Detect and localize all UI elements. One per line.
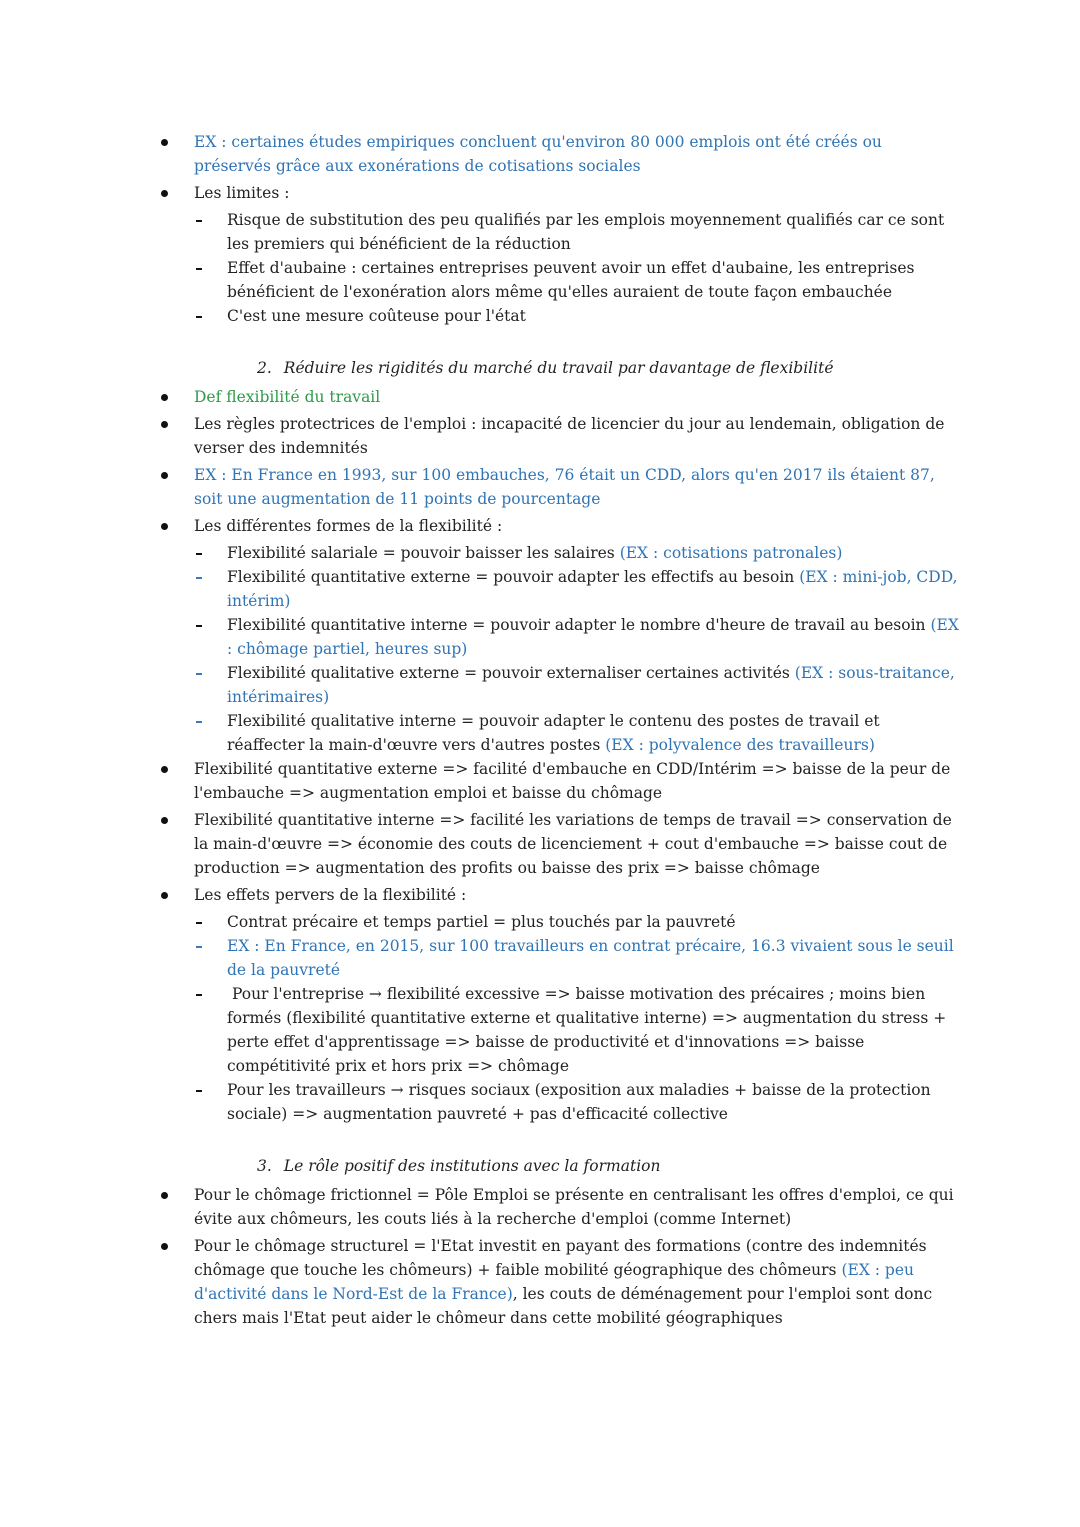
bullet-quant-externe-effet: Flexibilité quantitative externe => facilité d'embauche en CDD/Intérim => baisse de la peur de l'embauche => augmentation emploi et baisse du chômage	[0, 757, 1080, 805]
forme-text: Flexibilité salariale = pouvoir baisser les salaires	[227, 544, 615, 562]
structurel-text-b: , les couts de déménagement pour l'emploi sont donc chers mais l'Etat peut aider le chômeur dans cette mobilité géographiques	[194, 1285, 933, 1327]
page-content	[0, 130, 1080, 1333]
forme-ex: (EX : chômage partiel, heures sup)	[227, 616, 959, 658]
section-2-heading	[0, 356, 1080, 380]
dash-limite-couteuse: C'est une mesure coûteuse pour l'état	[0, 304, 1080, 328]
forme-text: Flexibilité quantitative interne = pouvoir adapter le nombre d'heure de travail au besoin	[227, 616, 926, 634]
dash-limite-aubaine: Effet d'aubaine : certaines entreprises peuvent avoir un effet d'aubaine, les entreprises bénéficient de l'exonération alors même qu'elles auraient de toute façon embauchée	[0, 256, 1080, 304]
dash-effet-precaire: Contrat précaire et temps partiel = plus touchés par la pauvreté	[0, 910, 1080, 934]
forme-text: Flexibilité qualitative interne = pouvoir adapter le contenu des postes de travail et réaffecter la main-d'œuvre vers d'autres postes	[227, 712, 880, 754]
dash-effet-ex-pauvrete: EX : En France, en 2015, sur 100 travailleurs en contrat précaire, 16.3 vivaient sous le seuil de la pauvreté	[0, 934, 1080, 982]
bullet-ex-cdd: EX : En France en 1993, sur 100 embauches, 76 était un CDD, alors qu'en 2017 ils étaient 87, soit une augmentation de 11 points de pourcentage	[0, 463, 1080, 511]
bullet-formes-title: Les différentes formes de la flexibilité :	[0, 514, 1080, 538]
bullet-effets-pervers-title: Les effets pervers de la flexibilité :	[0, 883, 1080, 907]
forme-ex: (EX : sous-traitance, intérimaires)	[227, 664, 955, 706]
bullet-chomage-frictionnel: Pour le chômage frictionnel = Pôle Emploi se présente en centralisant les offres d'emploi, ce qui évite aux chômeurs, les couts liés à la recherche d'emploi (comme Internet)	[0, 1183, 1080, 1231]
forme-ex: (EX : mini-job, CDD, intérim)	[227, 568, 958, 610]
dash-forme-quant-externe	[0, 565, 1080, 613]
forme-text: Flexibilité qualitative externe = pouvoir externaliser certaines activités	[227, 664, 790, 682]
section-3-title: Le rôle positif des institutions avec la formation	[283, 1157, 661, 1175]
bullet-regles-protectrices: Les règles protectrices de l'emploi : incapacité de licencier du jour au lendemain, obligation de verser des indemnités	[0, 412, 1080, 460]
bullet-chomage-structurel	[0, 1234, 1080, 1330]
bullet-quant-interne-effet: Flexibilité quantitative interne => facilité les variations de temps de travail => conservation de la main-d'œuvre => économie des couts de licenciement + cout d'embauche => baisse cout de production => augmentation des profits ou baisse des prix => baisse chômage	[0, 808, 1080, 880]
bullet-limites-title: Les limites :	[0, 181, 1080, 205]
forme-text: Flexibilité quantitative externe = pouvoir adapter les effectifs au besoin	[227, 568, 795, 586]
dash-forme-qual-externe	[0, 661, 1080, 709]
dash-effet-travailleurs: Pour les travailleurs → risques sociaux (exposition aux maladies + baisse de la protection sociale) => augmentation pauvreté + pas d'efficacité collective	[0, 1078, 1080, 1126]
dash-forme-quant-interne	[0, 613, 1080, 661]
section-3-number: 3.	[257, 1157, 272, 1175]
section-2-number: 2.	[257, 359, 272, 377]
dash-forme-qual-interne	[0, 709, 1080, 757]
dash-effet-entreprise: Pour l'entreprise → flexibilité excessive => baisse motivation des précaires ; moins bien formés (flexibilité quantitative externe et qualitative interne) => augmentation du stress + perte effet d'apprentissage => baisse de productivité et d'innovations => baisse compétitivité prix et hors prix => chômage	[0, 982, 1080, 1078]
forme-ex: (EX : cotisations patronales)	[619, 544, 843, 562]
dash-limite-substitution: Risque de substitution des peu qualifiés par les emplois moyennement qualifiés car ce sont les premiers qui bénéficient de la réduction	[0, 208, 1080, 256]
forme-ex: (EX : polyvalence des travailleurs)	[605, 736, 875, 754]
bullet-ex-exonerations: EX : certaines études empiriques concluent qu'environ 80 000 emplois ont été créés ou préservés grâce aux exonérations de cotisations sociales	[0, 130, 1080, 178]
section-2-title: Réduire les rigidités du marché du travail par davantage de flexibilité	[283, 359, 834, 377]
structurel-ex: (EX : peu d'activité dans le Nord-Est de la France)	[194, 1261, 915, 1303]
section-3-heading	[0, 1154, 1080, 1178]
dash-forme-salariale	[0, 541, 1080, 565]
structurel-text-a: Pour le chômage structurel = l'Etat investit en payant des formations (contre des indemnités chômage que touche les chômeurs) + faible mobilité géographique des chômeurs	[194, 1237, 927, 1279]
bullet-def-flexibilite: Def flexibilité du travail	[0, 385, 1080, 409]
